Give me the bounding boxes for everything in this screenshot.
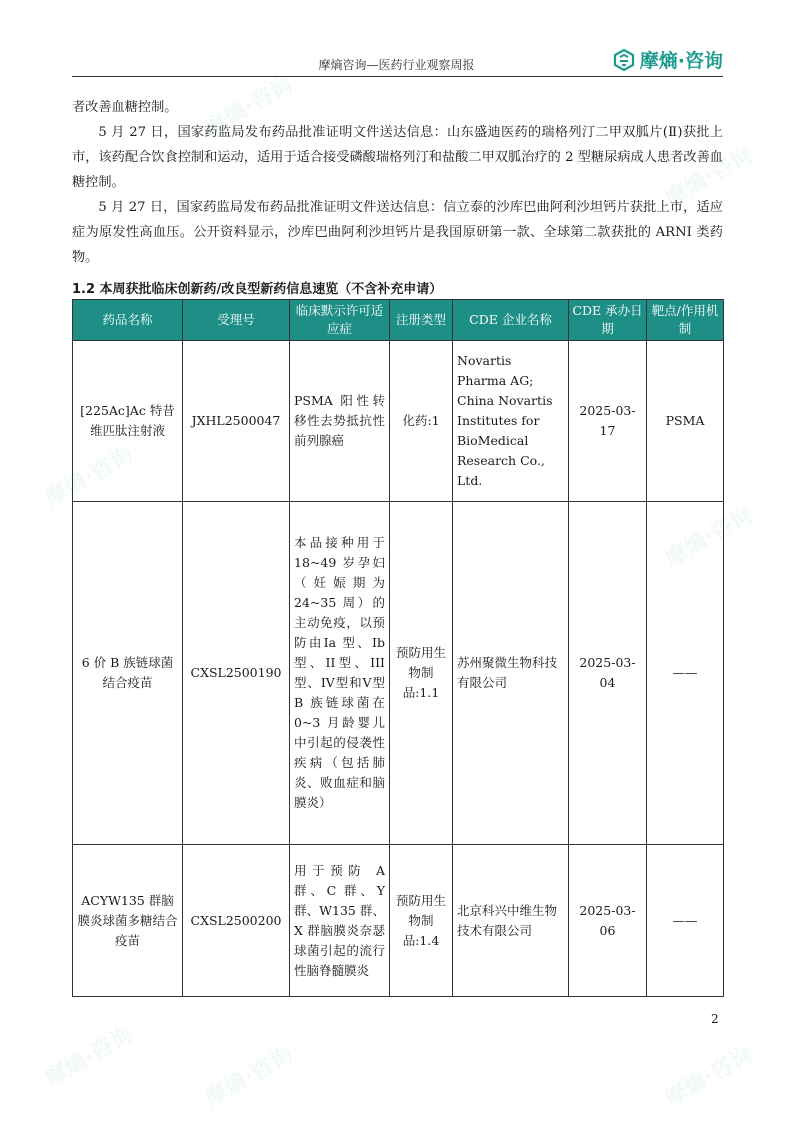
company-cell: 北京科兴中维生物技术有限公司 xyxy=(453,845,569,997)
target-cell: —— xyxy=(647,502,724,845)
page-content xyxy=(72,95,723,997)
column-header: 临床默示许可适应症 xyxy=(290,300,390,341)
reg-type-cell: 预防用生物制品:1.1 xyxy=(390,502,453,845)
column-header: 靶点/作用机制 xyxy=(647,300,724,341)
paragraph: 5 月 27 日，国家药监局发布药品批准证明文件送达信息：信立泰的沙库巴曲阿利沙坦钙片获批上市，适应症为原发性高血压。公开资料显示，沙库巴曲阿利沙坦钙片是我国原研第一款、全球第二款获批的 ARNI 类药物。 xyxy=(72,200,723,265)
logo-icon xyxy=(612,48,636,72)
column-header: CDE 承办日期 xyxy=(569,300,647,341)
column-header: 药品名称 xyxy=(73,300,183,341)
watermark: 摩熵·咨询 xyxy=(661,142,758,213)
accept-no-cell: CXSL2500190 xyxy=(183,502,290,845)
date-cell: 2025-03-17 xyxy=(569,341,647,502)
section-title: 1.2 本周获批临床创新药/改良型新药信息速览（不含补充申请） xyxy=(72,282,443,297)
column-header: 受理号 xyxy=(183,300,290,341)
watermark: 摩熵·咨询 xyxy=(41,1022,138,1093)
target-cell: —— xyxy=(647,845,724,997)
indication-cell: 用于预防 A 群、C 群、Y 群、W135 群、X 群脑膜炎奈瑟球菌引起的流行性脑脊髓膜炎 xyxy=(290,845,390,997)
table-row xyxy=(73,341,724,502)
column-header: CDE 企业名称 xyxy=(453,300,569,341)
watermark: 摩熵·咨询 xyxy=(661,1042,758,1113)
page-header-title: 摩熵咨询—医药行业观察周报 xyxy=(318,58,475,72)
watermark: 摩熵·咨询 xyxy=(201,72,298,143)
header-divider xyxy=(72,76,723,77)
watermark: 摩熵·咨询 xyxy=(201,1042,298,1113)
table-row xyxy=(73,845,724,997)
drug-name-cell: ACYW135 群脑膜炎球菌多糖结合疫苗 xyxy=(73,845,183,997)
date-cell: 2025-03-06 xyxy=(569,845,647,997)
table-header-row xyxy=(73,300,724,341)
brand-logo xyxy=(612,46,723,73)
drug-name-cell: 6 价 B 族链球菌结合疫苗 xyxy=(73,502,183,845)
accept-no-cell: CXSL2500200 xyxy=(183,845,290,997)
watermark: 摩熵·咨询 xyxy=(661,502,758,573)
page-number: 2 xyxy=(711,1012,719,1026)
drug-approval-table xyxy=(72,299,724,997)
accept-no-cell: JXHL2500047 xyxy=(183,341,290,502)
table-row xyxy=(73,502,724,845)
reg-type-cell: 化药:1 xyxy=(390,341,453,502)
paragraph: 5 月 27 日，国家药监局发布药品批准证明文件送达信息：山东盛迪医药的瑞格列汀二甲双胍片(Ⅱ)获批上市，该药配合饮食控制和运动，适用于适合接受磷酸瑞格列汀和盐酸二甲双胍治疗的 2 型糖尿病成人患者改善血糖控制。 xyxy=(72,125,723,190)
watermark: 摩熵·咨询 xyxy=(41,442,138,513)
logo-text: 摩熵·咨询 xyxy=(639,50,723,72)
indication-cell: 本品接种用于 18~49 岁孕妇（妊娠期为 24~35 周）的主动免疫，以预防由Ia 型、Ib 型、II型、III型、IV型和V型 B 族链球菌在 0~3 月龄婴儿中引起的侵袭性疾病（包括肺炎、败血症和脑膜炎） xyxy=(290,502,390,845)
column-header: 注册类型 xyxy=(390,300,453,341)
drug-name-cell: [225Ac]Ac 特昔维匹肽注射液 xyxy=(73,341,183,502)
company-cell: 苏州聚微生物科技有限公司 xyxy=(453,502,569,845)
indication-cell: PSMA 阳性转移性去势抵抗性前列腺癌 xyxy=(290,341,390,502)
reg-type-cell: 预防用生物制品:1.4 xyxy=(390,845,453,997)
target-cell: PSMA xyxy=(647,341,724,502)
date-cell: 2025-03-04 xyxy=(569,502,647,845)
paragraph: 者改善血糖控制。 xyxy=(72,100,178,115)
company-cell: Novartis Pharma AG; China Novartis Institutes for BioMedical Research Co., Ltd. xyxy=(453,341,569,502)
